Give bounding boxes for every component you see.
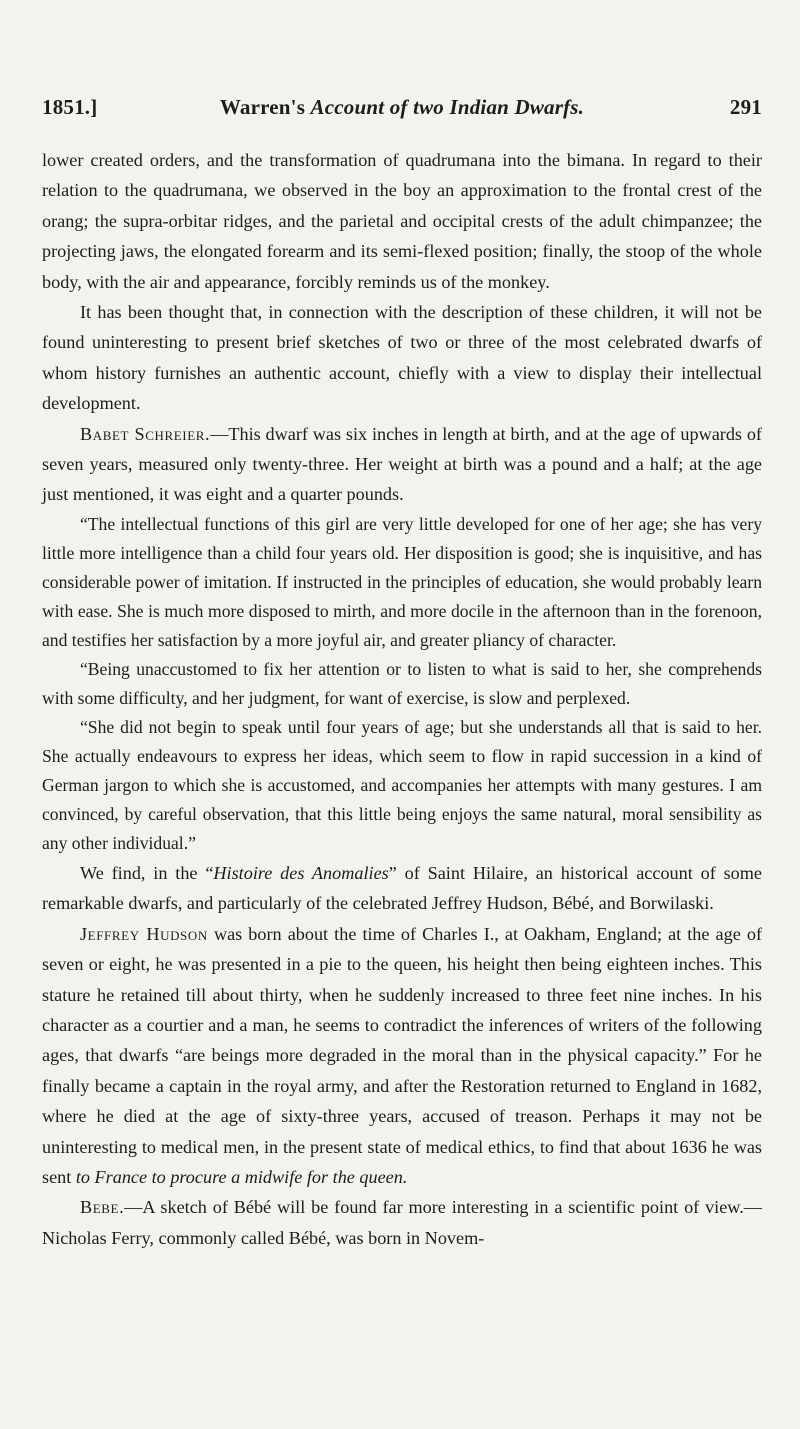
paragraph-babet-schreier <box>42 419 762 510</box>
paragraph-continuation: lower created orders, and the transformation of quadrumana into the bimana. In regard to their relation to the quadrumana, we observed in the boy an approximation to the frontal crest of the orang; the supra-orbitar ridges, and the parietal and occipital crests of the adult chimpanzee; the projecting jaws, the elongated forearm and its semi-flexed position; finally, the stoop of the whole body, with the air and appearance, forcibly reminds us of the monkey. <box>42 150 762 292</box>
header-title <box>42 95 762 120</box>
paragraph-jeffrey-hudson <box>42 919 762 1193</box>
paragraph-babet-text: —This dwarf was six inches in length at birth, and at the age of upwards of seven years, measured only twenty-three. Her weight at birth was a pound and a half; at the age just mentioned, it was eight and a quarter pounds. <box>42 423 762 505</box>
bebe-text: —A sketch of Bébé will be found far more interesting in a scientific point of view.—Nicholas Ferry, commonly called Bébé, was born in Novem- <box>42 1197 762 1248</box>
histoire-text-b: ” of Saint Hilaire, an historical account of some remarkable dwarfs, and particularly of the celebrated Jeffrey Hudson, Bébé, and Borwilaski. <box>42 862 762 914</box>
running-header <box>42 95 762 125</box>
histoire-book-title: Histoire des Anomalies <box>213 862 389 883</box>
quote-paragraph-1: “The intellectual functions of this girl are very little developed for one of her age; she has very little more intelligence than a child four years old. Her disposition is good; she is inquisitive, and has considerable power of imitation. If instructed in the principles of education, she would probably learn with ease. She is much more disposed to mirth, and more docile in the afternoon than in the forenoon, and testifies her satisfaction by a more joyful air, and greater pliancy of character. <box>42 513 762 650</box>
header-title-italic: Account of two Indian Dwarfs. <box>310 95 585 119</box>
histoire-text-a: We find, in the “ <box>80 862 214 883</box>
header-year: 1851.] <box>42 95 98 119</box>
section-name-bebe: Bebe. <box>80 1197 125 1218</box>
body-text <box>42 145 762 1253</box>
quote-paragraph-2: “Being unaccustomed to fix her attention or to listen to what is said to her, she comprehends with some difficulty, and her judgment, for want of exercise, is slow and perplexed. <box>42 658 762 708</box>
paragraph-bebe <box>42 1192 762 1253</box>
jeffrey-hudson-text: was born about the time of Charles I., at Oakham, England; at the age of seven or eight, he was presented in a pie to the queen, his height then being eighteen inches. This stature he retained till about thirty, when he suddenly increased to three feet nine inches. In his character as a courtier and a man, he seems to contradict the inferences of writers of the following ages, that dwarfs “are beings more degraded in the moral than in the physical capacity.” For he finally became a captain in the royal army, and after the Restoration returned to England in 1682, where he died at the age of sixty-three years, accused of treason. Perhaps it may not be uninteresting to medical men, in the present state of medical ethics, to find that about 1636 he was sent <box>42 923 763 1187</box>
document-page <box>42 95 762 1253</box>
paragraph-histoire <box>42 858 762 919</box>
header-title-prefix: Warren's <box>219 95 306 119</box>
section-name-babet-schreier: Babet Schreier. <box>80 423 211 444</box>
jeffrey-hudson-italic: to France to procure a midwife for the queen. <box>75 1166 408 1187</box>
header-page-number: 291 <box>729 95 762 119</box>
quote-paragraph-3: “She did not begin to speak until four years of age; but she understands all that is said to her. She actually endeavours to express her ideas, which seem to flow in rapid succession in a kind of German jargon to which she is accustomed, and accompanies her attempts with many gestures. I am convinced, by careful observation, that this little being enjoys the same natural, moral sensibility as any other individual.” <box>42 716 762 853</box>
section-name-jeffrey-hudson: Jeffrey Hudson <box>80 923 208 944</box>
paragraph-intro-dwarfs: It has been thought that, in connection with the description of these children, it will not be found uninteresting to present brief sketches of two or three of the most celebrated dwarfs of whom history furnishes an authentic account, chiefly with a view to display their intellectual development. <box>42 302 762 414</box>
